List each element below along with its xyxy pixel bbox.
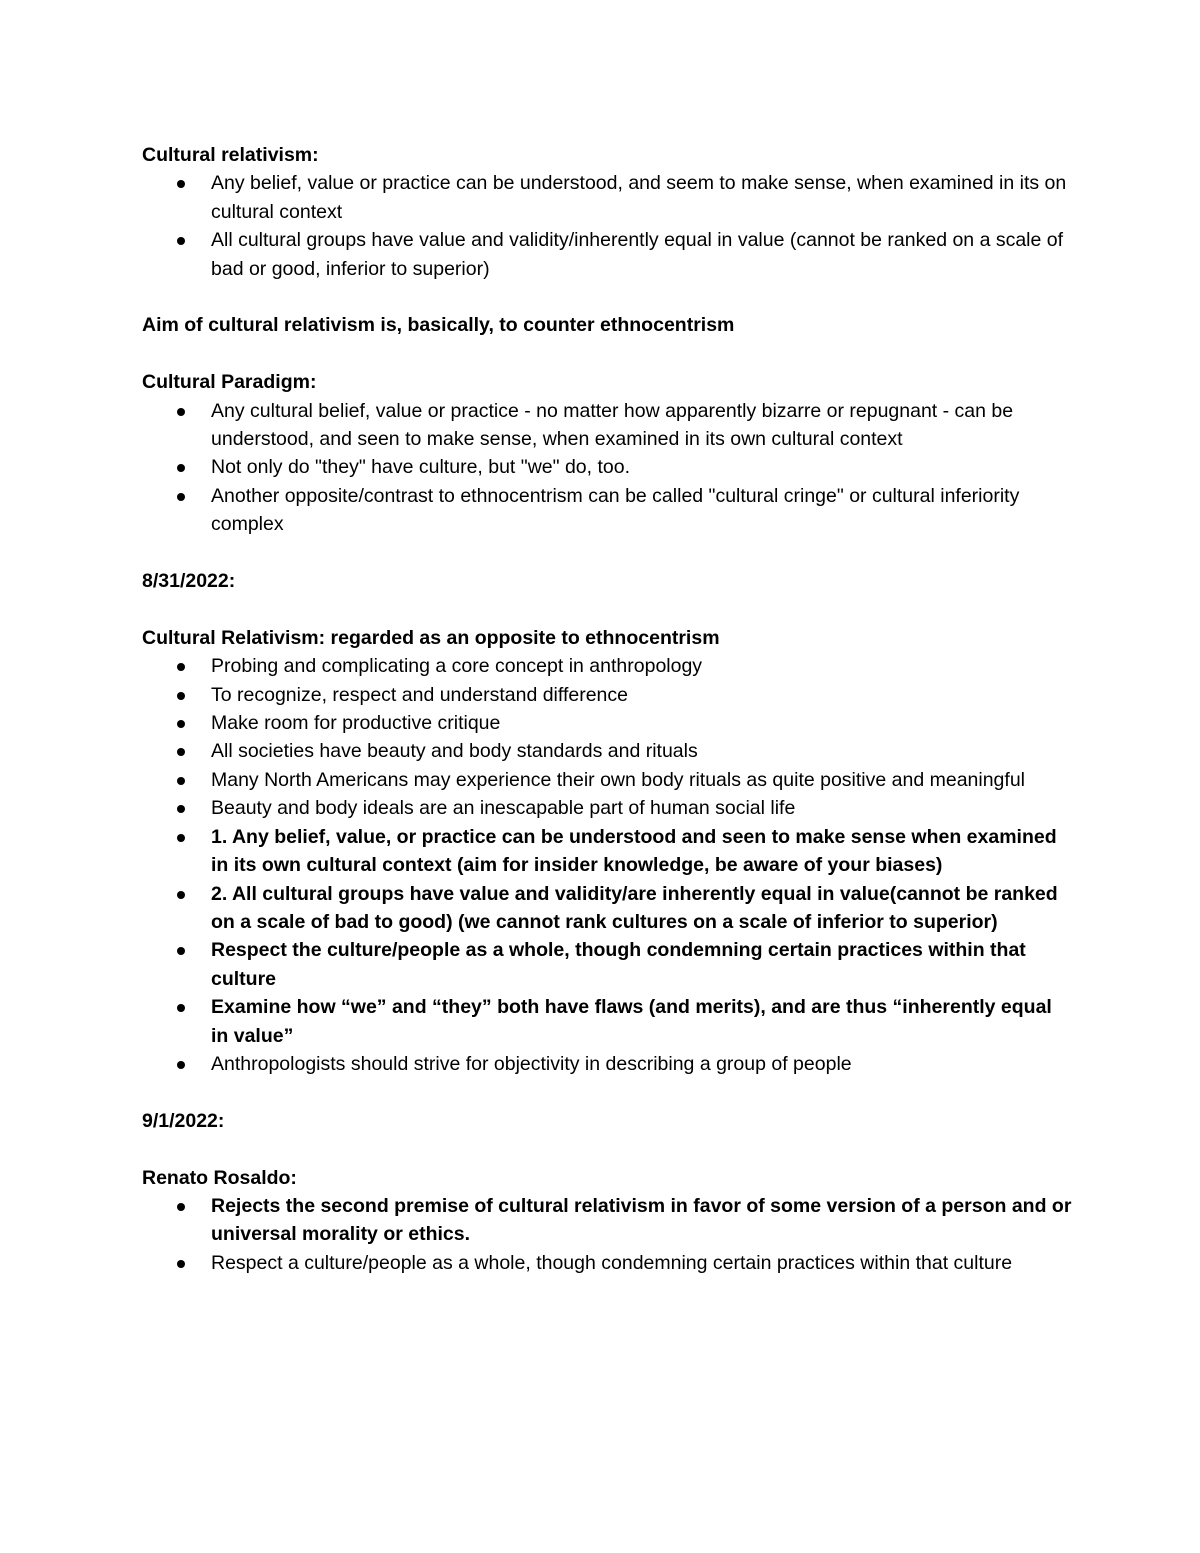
list-item [211,482,1072,539]
list-item-text: Beauty and body ideals are an inescapable part of human social life [211,797,796,820]
bullet-dot [177,663,185,671]
list-item [211,936,1072,993]
bullet-dot [177,1203,185,1211]
list-item-text: Make room for productive critique [211,712,501,735]
bullet-list [142,652,1072,1078]
list-item [211,453,1072,481]
list-item-text: Rejects the second premise of cultural relativism in favor of some version of a person and or universal morality or ethics. [211,1194,1072,1246]
section-heading: Aim of cultural relativism is, basically, to counter ethnocentrism [142,314,735,337]
section-heading: Cultural Paradigm: [142,371,317,394]
list-item [211,681,1072,709]
bullet-dot [177,180,185,188]
list-item [211,737,1072,765]
list-item-text: Any cultural belief, value or practice - no matter how apparently bizarre or repugnant - can be understood, and seen to make sense, when examined in its own cultural context [211,399,1014,451]
list-item-text: All societies have beauty and body standards and rituals [211,740,698,763]
section-heading: 9/1/2022: [142,1109,225,1132]
bullet-dot [177,493,185,501]
bullet-dot [177,834,185,842]
spacer [142,539,1072,567]
list-item [211,993,1072,1050]
spacer [142,1078,1072,1106]
list-item [211,1249,1072,1277]
list-item-text: Probing and complicating a core concept in anthropology [211,655,703,678]
list-item [211,766,1072,794]
list-item-text: 1. Any belief, value, or practice can be understood and seen to make sense when examined in its own cultural context (aim for insider knowledge, be aware of your biases) [211,825,1057,877]
section-heading: Cultural relativism: [142,144,319,166]
spacer [142,283,1072,311]
list-item-text: Not only do "they" have culture, but "we" do, too. [211,456,631,479]
list-item [211,823,1072,880]
bullet-dot [177,748,185,756]
section-heading: Renato Rosaldo: [142,1166,297,1189]
list-item [211,652,1072,680]
spacer [142,1135,1072,1163]
spacer [142,595,1072,623]
bullet-dot [177,777,185,785]
bullet-dot [177,237,185,245]
bullet-dot [177,464,185,472]
bullet-dot [177,947,185,955]
bullet-dot [177,891,185,899]
list-item-text: Respect a culture/people as a whole, though condemning certain practices within that culture [211,1251,1013,1274]
bullet-list [142,397,1072,539]
spacer [142,340,1072,368]
list-item [211,397,1072,454]
bullet-dot [177,805,185,813]
list-item-text: Many North Americans may experience their own body rituals as quite positive and meaningful [211,768,1026,791]
list-item-text: 2. All cultural groups have value and validity/are inherently equal in value(cannot be ranked on a scale of bad to good) (we cannot rank cultures on a scale of inferior to superior) [211,882,1058,933]
list-item [211,226,1072,283]
section-heading: 8/31/2022: [142,570,236,593]
list-item [211,709,1072,737]
bullet-dot [177,1061,185,1069]
list-item [211,1050,1072,1078]
bullet-list [142,169,1072,283]
bullet-list [142,1192,1072,1277]
bullet-dot [177,1004,185,1012]
bullet-dot [177,692,185,700]
list-item [211,880,1072,937]
bullet-dot [177,720,185,728]
list-item-text: To recognize, respect and understand difference [211,683,628,706]
list-item-text: Another opposite/contrast to ethnocentrism can be called "cultural cringe" or cultural inferiority complex [211,484,1020,536]
list-item-text: Respect the culture/people as a whole, though condemning certain practices within that culture [211,939,1026,990]
bullet-dot [177,1260,185,1268]
document-page [142,141,1072,1277]
list-item-text: All cultural groups have value and validity/inherently equal in value (cannot be ranked on a scale of bad or good, inferior to superior) [211,229,1064,280]
bullet-dot [177,408,185,416]
list-item-text: Examine how “we” and “they” both have flaws (and merits), and are thus “inherently equal in value” [211,996,1052,1047]
list-item [211,1192,1072,1249]
list-item-text: Any belief, value or practice can be understood, and seem to make sense, when examined in its on cultural context [211,172,1067,223]
list-item-text: Anthropologists should strive for objectivity in describing a group of people [211,1052,852,1075]
list-item [211,794,1072,822]
section-heading: Cultural Relativism: regarded as an opposite to ethnocentrism [142,626,720,649]
list-item [211,169,1072,226]
